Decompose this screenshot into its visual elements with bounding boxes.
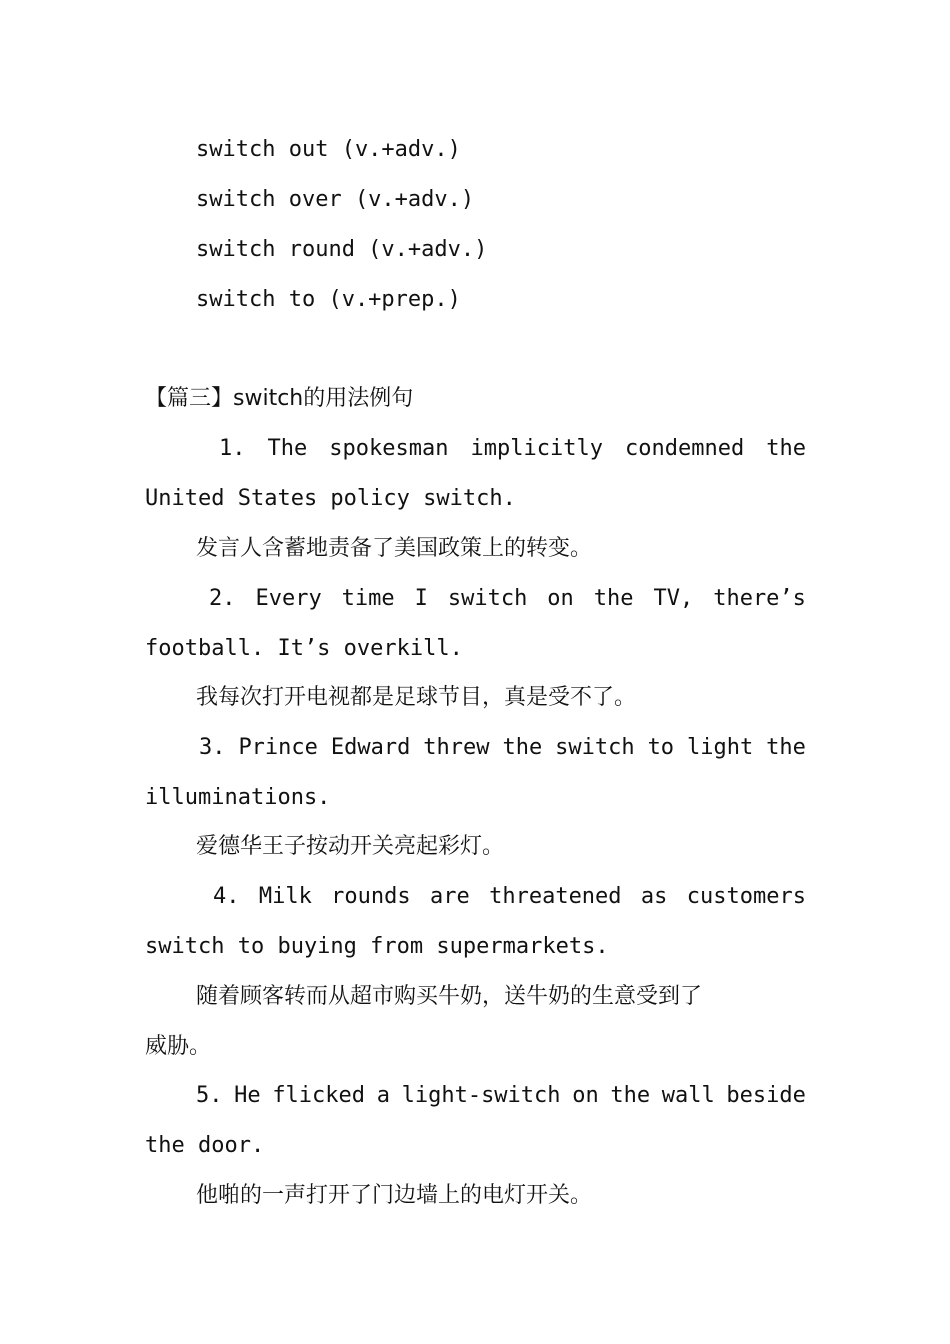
word: the [593, 586, 634, 611]
phrase-line: switch to (v.+prep.) [196, 287, 461, 312]
word: the [766, 436, 806, 461]
example-3-en-line-1 [199, 733, 806, 763]
phrase-line: switch out (v.+adv.) [196, 137, 461, 162]
word: as [640, 884, 668, 909]
word: light-switch [401, 1083, 561, 1108]
word: 5. [196, 1083, 223, 1108]
example-4-en-line-2: switch to buying from supermarkets. [145, 934, 609, 959]
example-1-en-line-1 [219, 434, 806, 464]
word: a [376, 1083, 390, 1108]
word: are [430, 884, 470, 909]
word: the [502, 735, 543, 760]
example-2-zh: 我每次打开电视都是足球节目，真是受不了。 [196, 685, 637, 710]
word: The [267, 436, 308, 461]
example-3-zh: 爱德华王子按动开关亮起彩灯。 [196, 834, 505, 859]
word: I [414, 586, 428, 611]
word: 1. [219, 436, 246, 461]
word: He [234, 1083, 261, 1108]
word: condemned [624, 436, 745, 461]
word: rounds [331, 884, 411, 909]
word: 3. [199, 735, 226, 760]
example-4-zh-line-1: 随着顾客转而从超市购买牛奶，送牛奶的生意受到了 [196, 984, 703, 1009]
example-3-en-line-2: illuminations. [145, 785, 331, 810]
word: spokesman [329, 436, 449, 461]
word: Milk [258, 884, 312, 909]
word: implicitly [470, 436, 603, 461]
word: threw [423, 735, 490, 760]
section-heading: 【篇三】switch的用法例句 [145, 386, 414, 411]
word: Every [255, 586, 322, 611]
example-2-en-line-2: football. It’s overkill. [145, 636, 463, 661]
word: threatened [489, 884, 622, 909]
word: on [572, 1083, 599, 1108]
word: wall [661, 1083, 715, 1108]
word: time [341, 586, 395, 611]
word: 4. [213, 884, 240, 909]
example-5-zh: 他啪的一声打开了门边墙上的电灯开关。 [196, 1183, 593, 1208]
example-1-en-line-2: United States policy switch. [145, 486, 516, 511]
word: switch [447, 586, 528, 611]
word: switch [555, 735, 635, 760]
phrase-line: switch over (v.+adv.) [196, 187, 475, 212]
word: on [547, 586, 574, 611]
word: light [687, 735, 754, 760]
example-1-zh: 发言人含蓄地责备了美国政策上的转变。 [196, 536, 593, 561]
example-4-en-line-1 [213, 882, 806, 912]
word: flicked [272, 1083, 366, 1108]
example-4-zh-line-2: 威胁。 [145, 1034, 212, 1059]
example-5-en-line-2: the door. [145, 1133, 265, 1158]
word: TV, [653, 586, 694, 611]
word: to [647, 735, 675, 760]
word: the [766, 735, 806, 760]
phrase-line: switch round (v.+adv.) [196, 237, 488, 262]
word: Prince [238, 735, 318, 760]
word: the [610, 1083, 651, 1108]
word: beside [726, 1083, 806, 1108]
word: customers [686, 884, 806, 909]
word: 2. [209, 586, 236, 611]
word: there’s [713, 586, 806, 611]
example-5-en-line-1 [196, 1081, 806, 1111]
example-2-en-line-1 [209, 584, 806, 614]
word: Edward [330, 735, 411, 760]
